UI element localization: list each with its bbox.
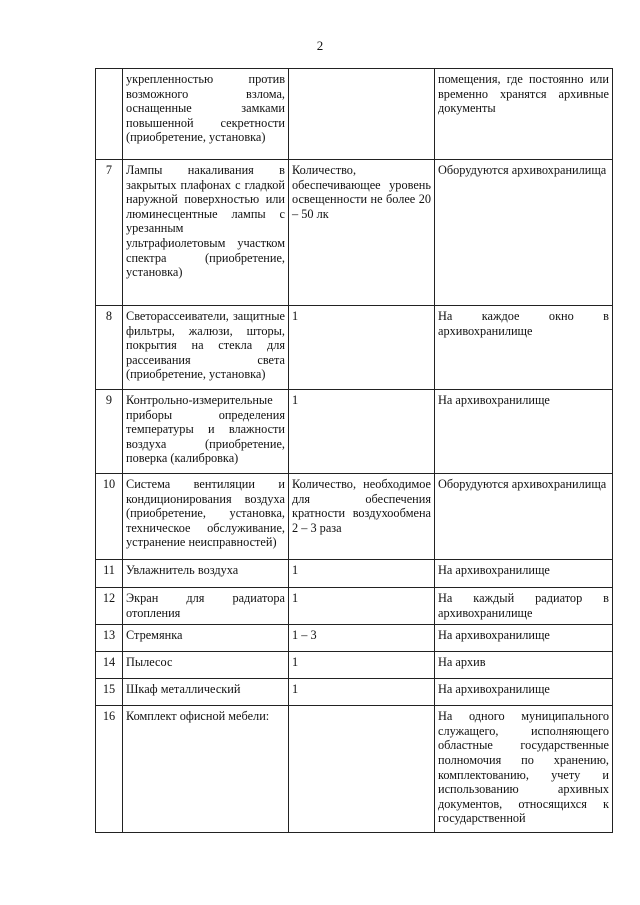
item-name: Контрольно-измерительные приборы определения температуры и влажности воздуха (приобретение, поверка (калибровка): [123, 390, 289, 474]
item-quantity: 1: [289, 306, 435, 390]
row-number: 16: [96, 706, 123, 833]
item-note: Оборудуются архивохранилища: [435, 160, 613, 306]
row-number: [96, 69, 123, 160]
table-row: [96, 160, 613, 306]
item-name: укрепленностью против возможного взлома, оснащенные замками повышенной секретности (приобретение, установка): [123, 69, 289, 160]
row-number: 9: [96, 390, 123, 474]
item-note: На архивохранилище: [435, 625, 613, 652]
item-name: Лампы накаливания в закрытых плафонах с гладкой наружной поверхностью или люминесцентные лампы с урезанным ультрафиолетовым участком спектра (приобретение, установка): [123, 160, 289, 306]
item-note: Оборудуются архивохранилища: [435, 474, 613, 560]
item-name: Светорассеиватели, защитные фильтры, жалюзи, шторы, покрытия на стекла для рассеивания света (приобретение, установка): [123, 306, 289, 390]
item-quantity: 1: [289, 679, 435, 706]
row-number: 7: [96, 160, 123, 306]
row-number: 14: [96, 652, 123, 679]
item-name: Система вентиляции и кондиционирования воздуха (приобретение, установка, техническое обслуживание, устранение неисправностей): [123, 474, 289, 560]
table-row: [96, 652, 613, 679]
item-note: На архивохранилище: [435, 390, 613, 474]
item-quantity: 1: [289, 560, 435, 588]
item-name: Экран для радиатора отопления: [123, 588, 289, 625]
item-note: На архив: [435, 652, 613, 679]
item-name: Пылесос: [123, 652, 289, 679]
table-row: [96, 69, 613, 160]
table-row: [96, 306, 613, 390]
item-quantity: 1: [289, 390, 435, 474]
row-number: 15: [96, 679, 123, 706]
row-number: 10: [96, 474, 123, 560]
item-name: Шкаф металлический: [123, 679, 289, 706]
table-row: [96, 625, 613, 652]
table-row: [96, 390, 613, 474]
equipment-table: [95, 68, 613, 833]
item-note: На одного муниципального служащего, исполняющего областные государственные полномочия по хранению, комплектованию, учету и использованию архивных документов, относящихся к государственной: [435, 706, 613, 833]
item-quantity: [289, 69, 435, 160]
page-number: 2: [316, 38, 324, 53]
table-row: [96, 474, 613, 560]
row-number: 12: [96, 588, 123, 625]
item-name: Комплект офисной мебели:: [123, 706, 289, 833]
row-number: 13: [96, 625, 123, 652]
item-quantity: 1: [289, 588, 435, 625]
item-quantity: 1 – 3: [289, 625, 435, 652]
table-row: [96, 560, 613, 588]
item-quantity: 1: [289, 652, 435, 679]
item-name: Стремянка: [123, 625, 289, 652]
table-row: [96, 588, 613, 625]
item-quantity: Количество, обеспечивающее уровень освещенности не более 20 – 50 лк: [289, 160, 435, 306]
item-note: На архивохранилище: [435, 679, 613, 706]
table-row: [96, 679, 613, 706]
row-number: 8: [96, 306, 123, 390]
row-number: 11: [96, 560, 123, 588]
item-note: На каждый радиатор в архивохранилище: [435, 588, 613, 625]
item-note: На каждое окно в архивохранилище: [435, 306, 613, 390]
item-quantity: [289, 706, 435, 833]
table-row: [96, 706, 613, 833]
item-note: На архивохранилище: [435, 560, 613, 588]
item-quantity: Количество, необходимое для обеспечения кратности воздухообмена 2 – 3 раза: [289, 474, 435, 560]
item-name: Увлажнитель воздуха: [123, 560, 289, 588]
item-note: помещения, где постоянно или временно хранятся архивные документы: [435, 69, 613, 160]
